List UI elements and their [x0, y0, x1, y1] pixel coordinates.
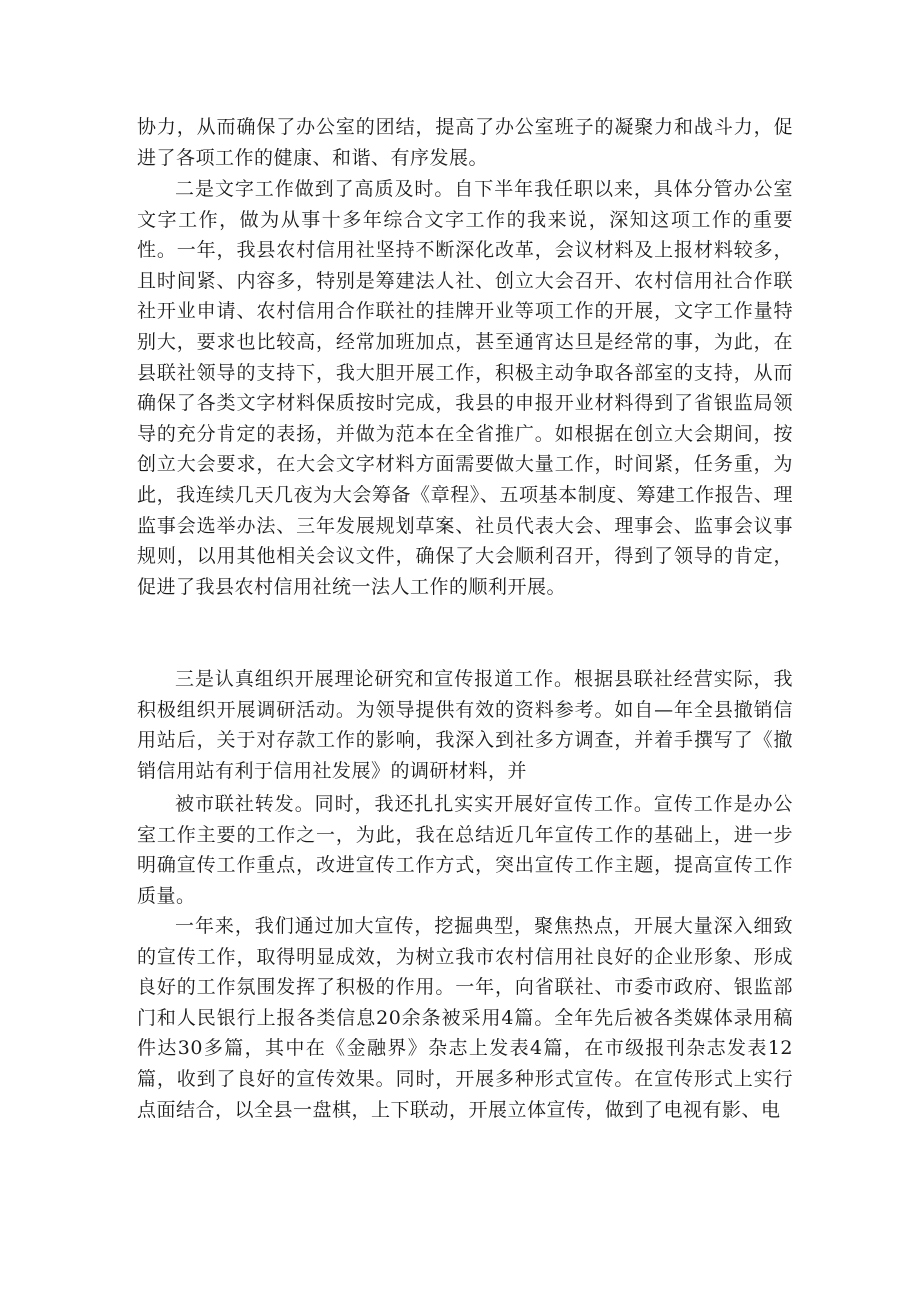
paragraph-continuation-teamwork: 协力，从而确保了办公室的团结，提高了办公室班子的凝聚力和战斗力，促进了各项工作的健康、和谐、有序发展。 [137, 116, 793, 169]
paragraph-writing-work: 二是文字工作做到了高质及时。自下半年我任职以来，具体分管办公室文字工作，做为从事十多年综合文字工作的我来说，深知这项工作的重要性。一年，我县农村信用社坚持不断深化改革，会议材料及上报材料较多，且时间紧、内容多，特别是筹建法人社、创立大会召开、农村信用社合作联社开业申请、农村信用合作联社的挂牌开业等项工作的开展，文字工作量特别大，要求也比较高，经常加班加点，甚至通宵达旦是经常的事，为此，在县联社领导的支持下，我大胆开展工作，积极主动争取各部室的支持，从而确保了各类文字材料保质按时完成，我县的申报开业材料得到了省银监局领导的充分肯定的表扬，并做为范本在全省推广。如根据在创立大会期间，按创立大会要求，在大会文字材料方面需要做大量工作，时间紧，任务重，为此，我连续几天几夜为大会筹备《章程》、五项基本制度、筹建工作报告、理监事会选举办法、三年发展规划草案、社员代表大会、理事会、监事会议事规则，以用其他相关会议文件，确保了大会顺利召开，得到了领导的肯定，促进了我县农村信用社统一法人工作的顺利开展。 [137, 178, 793, 598]
paragraph-publicity-results: 一年来，我们通过加大宣传，挖掘典型，聚焦热点，开展大量深入细致的宣传工作，取得明显成效，为树立我市农村信用社良好的企业形象、形成良好的工作氛围发挥了积极的作用。一年，向省联社、市委市政府、银监部门和人民银行上报各类信息20余条被采用4篇。全年先后被各类媒体录用稿件达30多篇，其中在《金融界》杂志上发表4篇，在市级报刊杂志发表12篇，收到了良好的宣传效果。同时，开展多种形式宣传。在宣传形式上实行点面结合，以全县一盘棋，上下联动，开展立体宣传，做到了电视有影、电 [137, 915, 793, 1121]
paragraph-publicity-work: 被市联社转发。同时，我还扎扎实实开展好宣传工作。宣传工作是办公室工作主要的工作之一，为此，我在总结近几年宣传工作的基础上，进一步明确宣传工作重点，改进宣传工作方式，突出宣传工作主题，提高宣传工作质量。 [137, 793, 793, 907]
paragraph-research-publicity: 三是认真组织开展理论研究和宣传报道工作。根据县联社经营实际，我积极组织开展调研活动。为领导提供有效的资料参考。如自—年全县撤销信用站后，关于对存款工作的影响，我深入到社多方调查，并着手撰写了《撤销信用站有利于信用社发展》的调研材料，并 [137, 668, 793, 782]
